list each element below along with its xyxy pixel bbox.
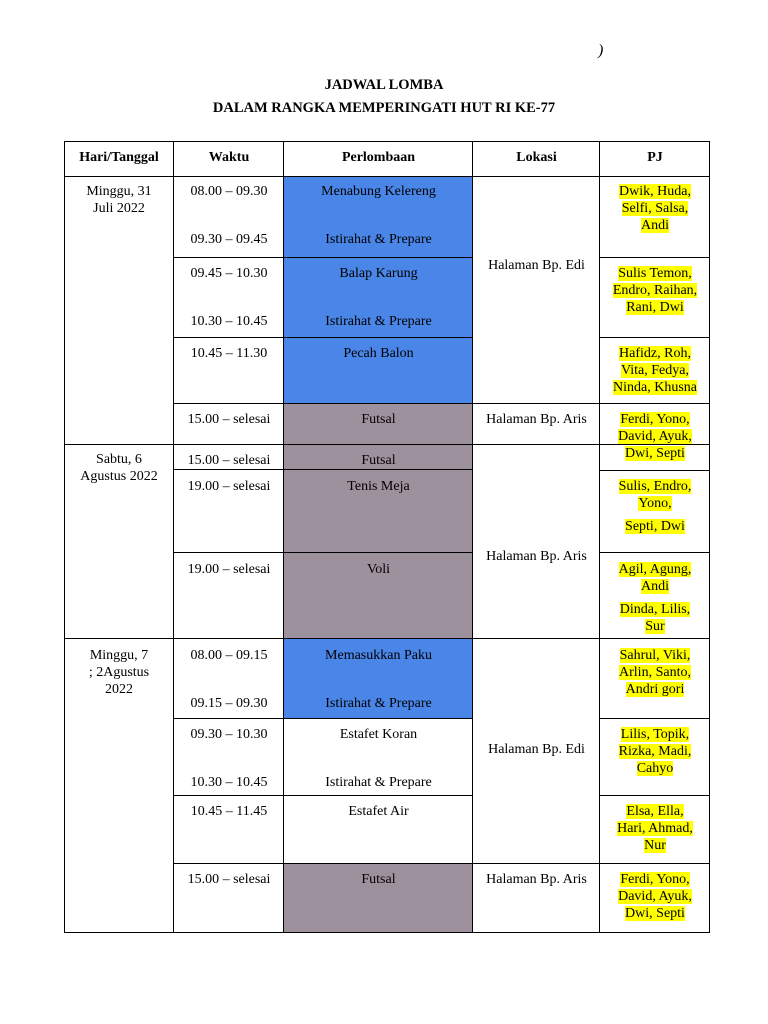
pj-name: David, Ayuk, — [618, 429, 692, 444]
event-cell: Pecah Balon — [343, 346, 414, 361]
pj-name: Agil, Agung, — [618, 562, 692, 577]
pj-name: Ferdi, Yono, — [620, 412, 690, 427]
day-3-line2: ; 2Agustus — [88, 665, 150, 680]
time-cell: 09.45 – 10.30 — [190, 266, 268, 281]
document-title: JADWAL LOMBA — [324, 77, 444, 93]
pj-name: Rani, Dwi — [626, 300, 684, 315]
day-2 — [64, 451, 174, 485]
time-cell: 19.00 – selesai — [187, 479, 271, 494]
day-1 — [64, 183, 174, 217]
time-cell: 08.00 – 09.30 — [190, 184, 268, 199]
pj-cell — [600, 647, 710, 698]
pj-name: Sulis Temon, — [618, 266, 692, 281]
pj-name: Dwi, Septi — [625, 446, 685, 461]
event-cell: Futsal — [361, 412, 396, 427]
pj-name: Andi — [641, 218, 669, 233]
time-cell: 15.00 – selesai — [187, 453, 271, 468]
location-cell: Halaman Bp. Aris — [486, 549, 587, 564]
location-cell: Halaman Bp. Edi — [488, 258, 585, 273]
fill-block-2 — [284, 445, 473, 638]
time-cell: 10.30 – 10.45 — [190, 775, 268, 790]
pj-name: Cahyo — [636, 761, 674, 776]
time-cell: 09.30 – 09.45 — [190, 232, 268, 247]
day-2-line1: Sabtu, 6 — [96, 452, 142, 467]
pj-name: Dwi, Septi — [625, 906, 685, 921]
event-cell: Futsal — [361, 872, 396, 887]
header-perlombaan: Perlombaan — [341, 150, 416, 165]
header-pj: PJ — [647, 150, 663, 165]
time-cell: 10.30 – 10.45 — [190, 314, 268, 329]
time-cell: 09.15 – 09.30 — [190, 696, 268, 711]
pj-name: David, Ayuk, — [618, 889, 692, 904]
pj-name: Rizka, Madi, — [618, 744, 692, 759]
location-cell: Halaman Bp. Aris — [486, 412, 587, 427]
pj-name: Arlin, Santo, — [619, 665, 691, 680]
time-cell: 09.30 – 10.30 — [190, 727, 268, 742]
time-cell: 10.45 – 11.30 — [190, 346, 268, 361]
pj-cell — [600, 726, 710, 777]
time-cell: 15.00 – selesai — [187, 872, 271, 887]
pj-cell — [600, 871, 710, 922]
event-cell: Tenis Meja — [347, 479, 410, 494]
pj-cell — [600, 411, 710, 462]
pj-cell — [600, 561, 710, 635]
location-cell: Halaman Bp. Edi — [488, 742, 585, 757]
pj-cell — [600, 183, 710, 234]
event-cell: Estafet Koran — [339, 727, 418, 742]
event-cell: Estafet Air — [348, 804, 409, 819]
pj-name: Vita, Fedya, — [621, 363, 689, 378]
pj-cell — [600, 478, 710, 535]
time-cell: 08.00 – 09.15 — [190, 648, 268, 663]
pj-name: Andi — [641, 579, 669, 594]
pj-name: Selfi, Salsa, — [621, 201, 689, 216]
pj-name: Nur — [644, 838, 666, 853]
day-3-line3: 2022 — [105, 682, 133, 697]
pj-name: Andri gori — [625, 682, 685, 697]
pj-name: Yono, — [638, 496, 672, 511]
event-cell: Istirahat & Prepare — [325, 696, 432, 711]
pj-name: Hafidz, Roh, — [619, 346, 691, 361]
pj-name: Ferdi, Yono, — [620, 872, 690, 887]
event-cell: Istirahat & Prepare — [325, 314, 432, 329]
day-2-line2: Agustus 2022 — [80, 469, 158, 484]
event-cell: Istirahat & Prepare — [325, 775, 432, 790]
pj-name: Elsa, Ella, — [626, 804, 684, 819]
pj-name: Lilis, Topik, — [620, 727, 690, 742]
pj-name: Ninda, Khusna — [613, 380, 697, 395]
day-1-line1: Minggu, 31 — [86, 184, 152, 199]
fill-block-1 — [284, 176, 473, 404]
pj-name: Sulis, Endro, — [618, 479, 692, 494]
pj-cell — [600, 265, 710, 316]
event-cell: Memasukkan Paku — [325, 648, 432, 663]
header-hari: Hari/Tanggal — [79, 150, 159, 165]
time-cell: 10.45 – 11.45 — [190, 804, 268, 819]
day-3 — [64, 647, 174, 698]
pj-name: Septi, Dwi — [625, 519, 685, 534]
pj-name: Endro, Raihan, — [612, 283, 698, 298]
day-1-line2: Juli 2022 — [93, 201, 145, 216]
event-cell: Futsal — [361, 453, 396, 468]
document-subtitle: DALAM RANGKA MEMPERINGATI HUT RI KE-77 — [212, 100, 556, 116]
time-cell: 19.00 – selesai — [187, 562, 271, 577]
event-cell: Menabung Kelereng — [321, 184, 436, 199]
pj-name: Dwik, Huda, — [619, 184, 691, 199]
header-lokasi: Lokasi — [516, 150, 557, 165]
event-cell: Balap Karung — [339, 266, 418, 281]
location-cell: Halaman Bp. Aris — [486, 872, 587, 887]
time-cell: 15.00 – selesai — [187, 412, 271, 427]
pj-name: Hari, Ahmad, — [617, 821, 693, 836]
corner-mark: ) — [598, 42, 604, 59]
pj-cell — [600, 803, 710, 854]
pj-name: Dinda, Lilis, — [619, 602, 691, 617]
day-3-line1: Minggu, 7 — [89, 648, 149, 663]
pj-cell — [600, 345, 710, 396]
event-cell: Istirahat & Prepare — [325, 232, 432, 247]
header-waktu: Waktu — [208, 150, 250, 165]
event-cell: Voli — [366, 562, 391, 577]
pj-name: Sahrul, Viki, — [619, 648, 691, 663]
pj-name: Sur — [645, 619, 665, 634]
